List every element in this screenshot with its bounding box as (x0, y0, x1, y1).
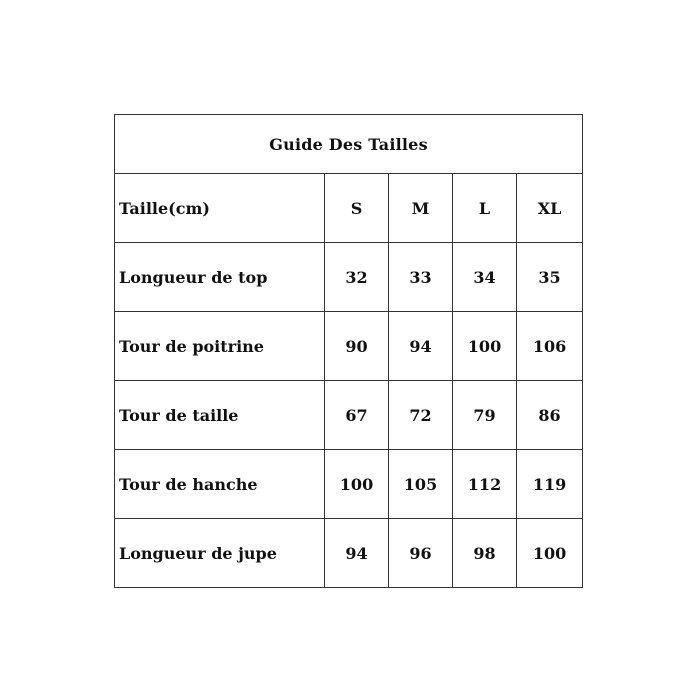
table-cell: 94 (389, 312, 453, 381)
header-row (115, 174, 583, 243)
table-cell: 100 (325, 450, 389, 519)
chart-title: Guide Des Tailles (115, 115, 583, 174)
table-row (115, 450, 583, 519)
table-cell: 100 (453, 312, 517, 381)
row-label: Longueur de jupe (115, 519, 325, 588)
table-cell: 67 (325, 381, 389, 450)
table-cell: 35 (517, 243, 583, 312)
row-label: Tour de taille (115, 381, 325, 450)
row-label: Tour de poitrine (115, 312, 325, 381)
table-cell: 33 (389, 243, 453, 312)
table-cell: 106 (517, 312, 583, 381)
size-header-m: M (389, 174, 453, 243)
table-cell: 119 (517, 450, 583, 519)
size-chart-table (114, 114, 583, 588)
table-cell: 98 (453, 519, 517, 588)
size-header-l: L (453, 174, 517, 243)
table-cell: 90 (325, 312, 389, 381)
table-cell: 94 (325, 519, 389, 588)
table-cell: 72 (389, 381, 453, 450)
table-cell: 86 (517, 381, 583, 450)
table-cell: 100 (517, 519, 583, 588)
table-row (115, 381, 583, 450)
table-cell: 34 (453, 243, 517, 312)
table-row (115, 312, 583, 381)
table-cell: 79 (453, 381, 517, 450)
table-cell: 32 (325, 243, 389, 312)
table-cell: 112 (453, 450, 517, 519)
header-label: Taille(cm) (115, 174, 325, 243)
table-cell: 96 (389, 519, 453, 588)
size-header-xl: XL (517, 174, 583, 243)
size-header-s: S (325, 174, 389, 243)
table-cell: 105 (389, 450, 453, 519)
row-label: Longueur de top (115, 243, 325, 312)
table-row (115, 519, 583, 588)
table-row (115, 243, 583, 312)
row-label: Tour de hanche (115, 450, 325, 519)
